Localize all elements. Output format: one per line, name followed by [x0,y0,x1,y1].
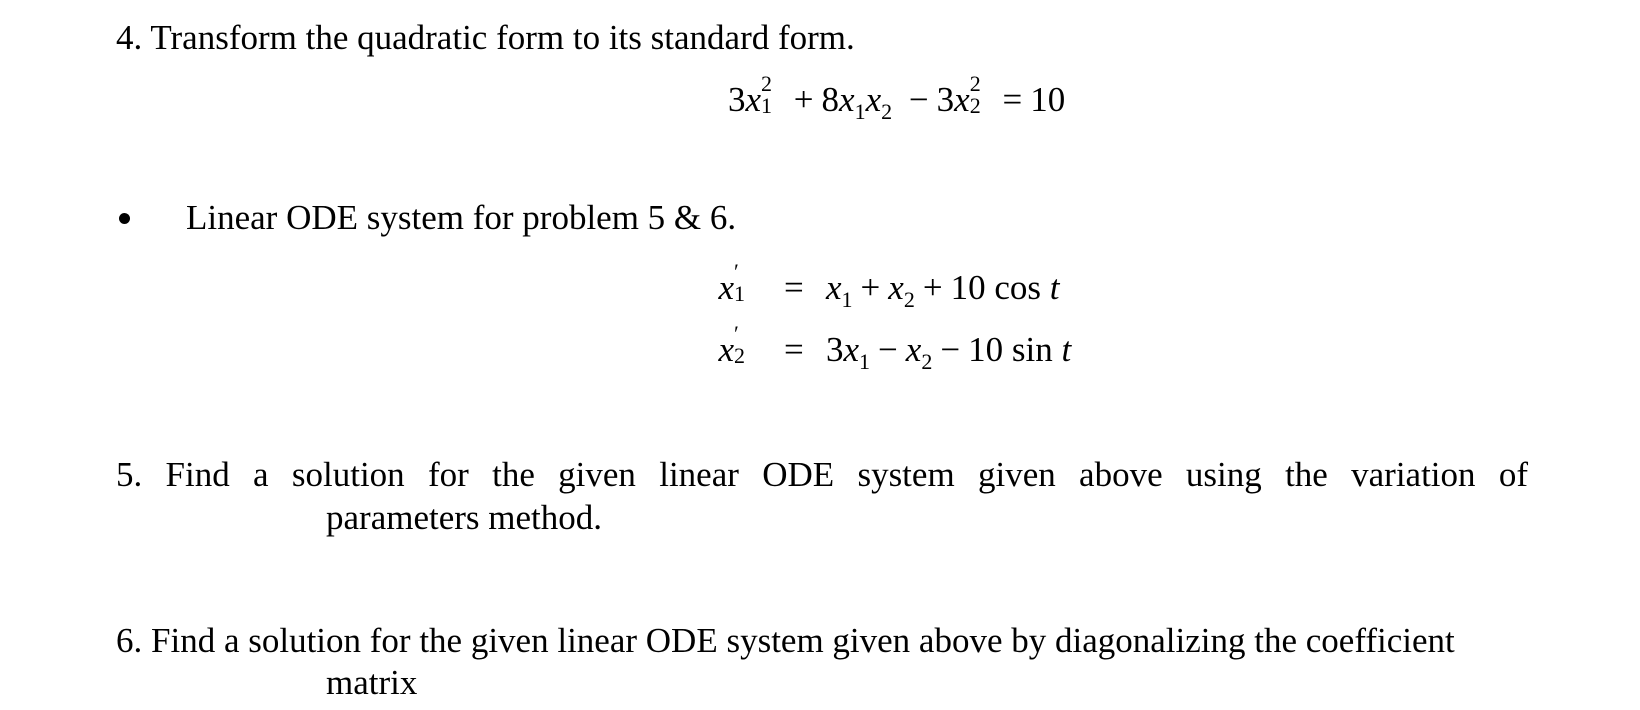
question-5-line-1: 5. Find a solution for the given linear ODE system given above using the variation of [116,455,1528,494]
quadratic-form-equation: 3x 2 1 + $8x_1x_2 - 3x$ 2 2 = 10 [728,71,1066,124]
ode-equation-1: x ′ 1 = $x_1 + x_2 + 10$ cos t [718,259,1060,312]
ode-equation-2: x ′ 2 = $3x_1 - x_2 - 10$ sin t [718,321,1072,374]
question-5-line-2: parameters method. [326,498,603,537]
question-6-line-2: matrix [326,663,418,702]
question-4-text: 4. Transform the quadratic form to its standard form. [116,18,855,57]
ode-system-intro: Linear ODE system for problem 5 & 6. [186,198,737,237]
question-6-line-1: 6. Find a solution for the given linear ODE system given above by diagonalizing the coefficient [116,621,1455,660]
bullet-icon [119,213,130,224]
